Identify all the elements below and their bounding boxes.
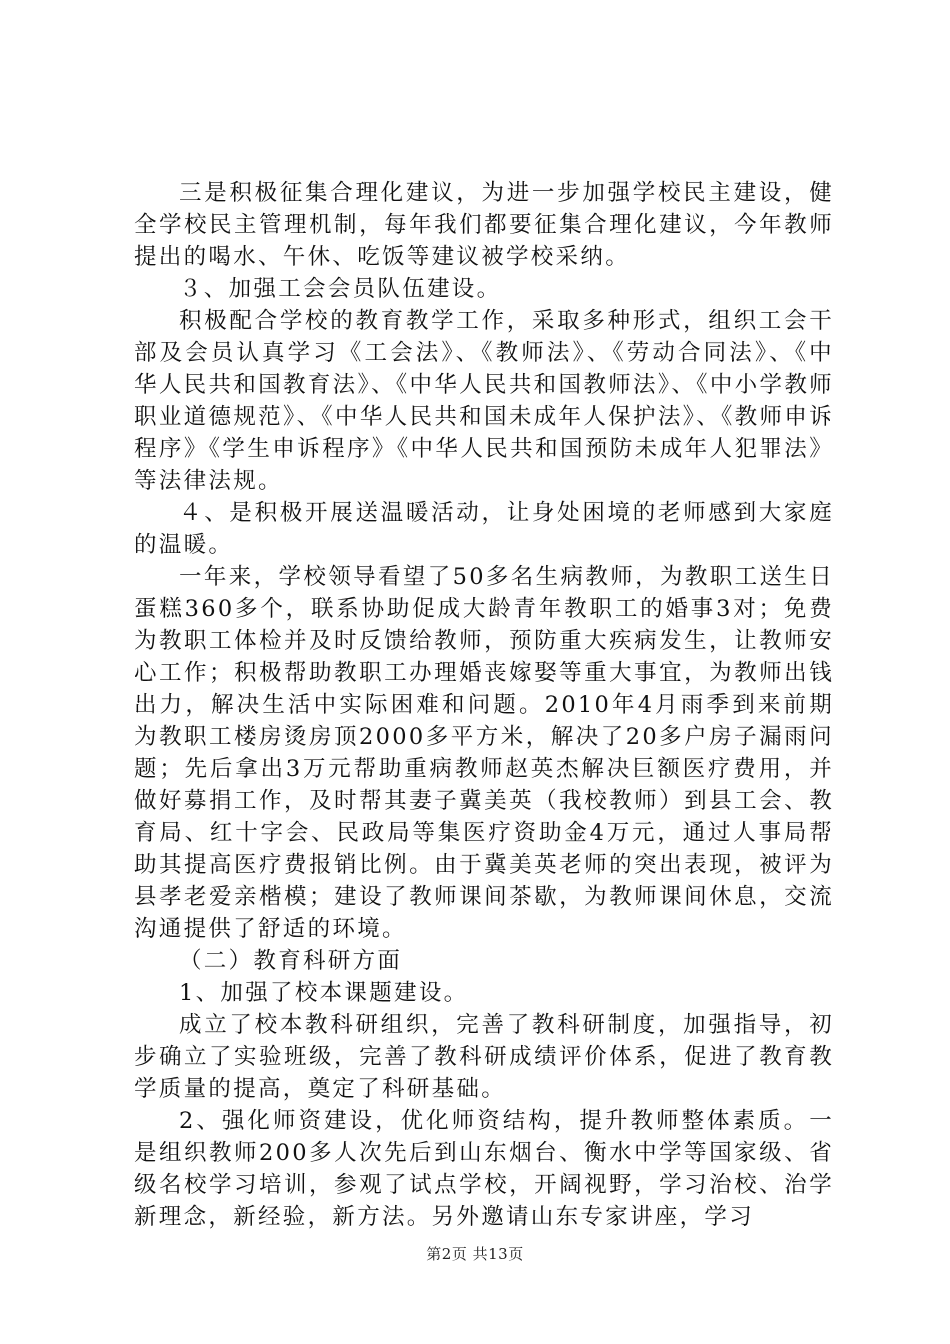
heading-school-topics: 1、加强了校本课题建设。 xyxy=(179,980,469,1006)
paragraph-suggestions: 三是积极征集合理化建议，为进一步加强学校民主建设，健全学校民主管理机制，每年我们都要征集合理化建议，今年教师提出的喝水、午休、吃饭等建议被学校采纳。 xyxy=(134,180,834,270)
heading-union-members: ３、加强工会会员队伍建设。 xyxy=(179,276,502,302)
page-footer: 第2页 共13页 xyxy=(426,1245,524,1263)
heading-education-research: （二）教育科研方面 xyxy=(179,948,403,974)
paragraph-law-study: 积极配合学校的教育教学工作，采取多种形式，组织工会干部及会员认真学习《工会法》、《教师法》、《劳动合同法》、《中华人民共和国教育法》、《中华人民共和国教师法》、《中小学教师职业道德规范》、《中华人民共和国未成年人保护法》、《教师申诉程序》《学生申诉程序》《中华人民共和国预防未成年人犯罪法》等法律法规。 xyxy=(134,308,834,494)
paragraph-year-review: 一年来，学校领导看望了50多名生病教师，为教职工送生日蛋糕360多个，联系协助促成大龄青年教职工的婚事3对；免费为教职工体检并及时反馈给教师，预防重大疾病发生，让教师安心工作；积极帮助教职工办理婚丧嫁娶等重大事宜，为教师出钱出力，解决生活中实际困难和问题。2010年4月雨季到来前期为教职工楼房烫房顶2000多平方米，解决了20多户房子漏雨问题；先后拿出3万元帮助重病教师赵英杰解决巨额医疗费用，并做好募捐工作，及时帮其妻子冀美英（我校教师）到县工会、教育局、红十字会、民政局等集医疗资助金4万元，通过人事局帮助其提高医疗费报销比例。由于冀美英老师的突出表现，被评为县孝老爱亲楷模；建设了教师课间茶歇，为教师课间休息，交流沟通提供了舒适的环境。 xyxy=(134,564,834,942)
paragraph-research-org: 成立了校本教科研组织，完善了教科研制度，加强指导，初步确立了实验班级，完善了教科研成绩评价体系，促进了教育教学质量的提高，奠定了科研基础。 xyxy=(134,1012,834,1102)
paragraph-teacher-training: 2、强化师资建设，优化师资结构，提升教师整体素质。一是组织教师200多人次先后到山东烟台、衡水中学等国家级、省级名校学习培训，参观了试点学校，开阔视野，学习治校、治学新理念，新经验，新方法。另外邀请山东专家讲座，学习 xyxy=(134,1108,834,1230)
heading-warmth-activities: ４、是积极开展送温暖活动，让身处困境的老师感到大家庭的温暖。 xyxy=(134,500,834,558)
document-body xyxy=(134,177,834,1233)
